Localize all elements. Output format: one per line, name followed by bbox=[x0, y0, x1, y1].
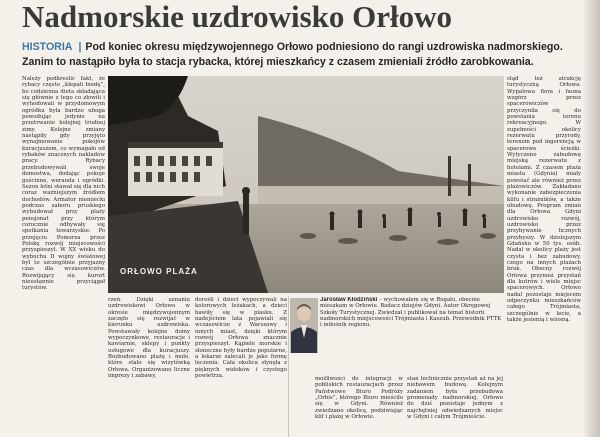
author-name: Jarosław Kłodziński bbox=[320, 297, 378, 303]
article-column-1: Należy podkreślić fakt, że rybacy często „klepali biedę”, bo codzienna dieta składająca się głównie z tego co złowili i wyhodowali w przydomowym ogródku była bardzo uboga powodując jedynie na przetrwanie kolejnej trudnej zimy. Kolejne zmiany nastąpiły gdy przyjęto wynajmowanie pokojów kuracjuszom, co wymagało od rybaków znacznych nakładów pracy. Rybacy przebudowywali swoje domostwa, dodając pokoje gościnne, weranda i ogródki. Sezon letni stawał się dla nich coraz ważniejszym źródłem dochodów. Armator niemiecki podczas zaboru pruskiego wybudował przy plaży pensjonat przy którym corocznie odbywały się spotkania towarzyskie. Po przejęciu Pomorza przez Polskę rozwój miejscowości przyspieszył. W XX wieku do wybuchu II wojny światowej był to szczególnie przyjazny czas dla wczasowiczów. Rozwijający się kurort nieustannie przyciągał turystów. bbox=[22, 76, 105, 292]
beach-photo-image bbox=[108, 76, 504, 293]
lead-text: Pod koniec okresu międzywojennego Orłowo podniesiono do rangi uzdrowiska nadmorskiego. Zanim to nastąpiło była to stacja rybacka, której mieszkańcy z czasem zmieniali źródło zarobkowania. bbox=[22, 41, 563, 68]
page-edge-shadow bbox=[582, 0, 600, 437]
lead-paragraph bbox=[22, 40, 577, 72]
column-divider bbox=[288, 296, 289, 437]
author-portrait-image bbox=[290, 298, 318, 353]
author-bio-box bbox=[320, 297, 504, 373]
article-column-right: stąd też atrakcję turystyczną Orłowa. Wypalowa flora i fauna wzgórz przez spacerowiczów przyczyniła się do powstania terenu rekreacyjnego. W zupełności okolicy rezerwatu przyrody, terenem pod ingerencją w spacerowe ścieżki. Wytyczono zabudowę miejską rezerwatu z hotelami. Z czasem plaża miasta (Gdynia) miały powstać ale również przez plażowiczów. Zakładano wykonanie zabezpieczenia klifu i strażników, a także obudowę. Program zmian dla Orłowa Gdyni uzdrowisko rozwój, uzdrowisko przez przybywanie licznych przybyszy. W dzisiejszym Gdańsku w 50 tys. osób. Nadal w okolicy plaży jest czysta i bez zabudowy, czego na innych plażach brak. Obecny rozwój Orłowa przynosi przystań dla kutrów i wiele miejsc spacerowych. Orłowo nadal pozostaje miejscem odpoczynku mieszkańców całego Trójmiasta, szczególnie w lecie, a także jesienią i wiosną. bbox=[507, 76, 581, 324]
article-column-2: rzeń. Dzięki uznaniu uzdrowiskowi Orłowo w okresie międzywojennym zaczęło się rozwijać w kierunku uzdrowiska. Powstawały kolejne domy wypoczynkowe, restauracje i kawiarnie, sklepy i punkty usługowe dla kuracjuszy. Rozbudowano plażę i molo, które stało się wizytówką Orłowa. Organizowano liczne imprezy i zabawy. bbox=[108, 297, 190, 380]
headline: Nadmorskie uzdrowisko Orłowo bbox=[22, 0, 453, 34]
article-column-3: dorośli i dzieci wypoczywali na kolorowych leżakach, a dzieci bawiły się w piasku. Z nadejściem lata pojawiali się wczasowicze z Warszawy i innych miast, dzięki którym rozwój Orłowa znacznie przyspieszył. Kąpiele morskie i słoneczne były bardzo popularne, a lekarze zalecali je jako formę leczenia. Cała okolica słynęła z pięknych widoków i czystego powietrza. bbox=[195, 297, 287, 380]
category-label: HISTORIA bbox=[22, 41, 73, 53]
category-separator: | bbox=[78, 41, 82, 53]
author-portrait bbox=[290, 298, 318, 353]
photo-caption: ORŁOWO PLAŻA bbox=[120, 267, 198, 276]
article-column-4: możliwości do integracji w pobliskich restauracjach przez Państwowe Biuro Podróży „Orbis”, którego Biuro mieściło się w Gdyni. Również zwiedzano okolicę, podziwiając klif i plażę w Orłowie. bbox=[315, 376, 403, 421]
article-column-5: stan technicznie przystań aż na jej niebawem budowę. Kolejnym zadaniem była przebudowa promenady nadmorskiej. Orłowo do dziś pozostaje jednym z najchętniej odwiedzanych miejsc w Gdyni i całym Trójmieście. bbox=[407, 376, 503, 421]
author-bio: – wychowałem się w Rogalu, obecnie mieszkam w Orłowie. Badacz dziejów Gdyni. Autor Okręgowej Szkoły Turystycznej. Zwiedzał i publikował na temat historii nadmorskich miejscowości Trójmiasta i Kaszub. Przewodnik PTTK i miłośnik regionu. bbox=[320, 297, 502, 329]
historic-beach-photo bbox=[108, 76, 504, 293]
